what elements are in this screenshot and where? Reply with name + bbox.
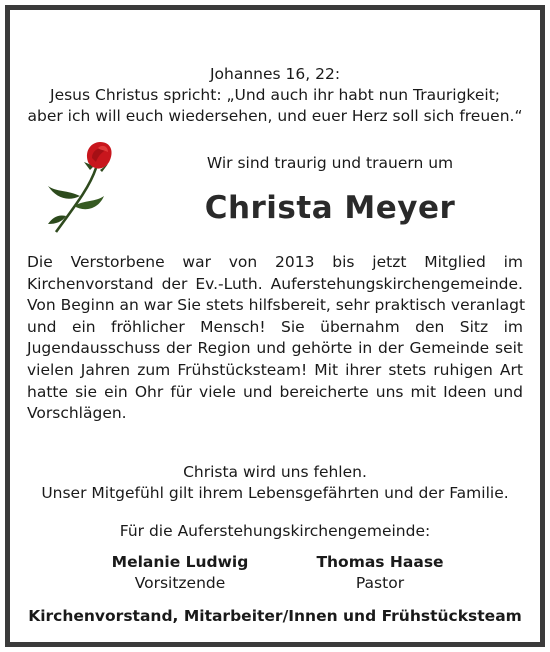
tribute-line: Die Verstorbene war von 2013 bis jetzt Mitglied im: [27, 253, 523, 271]
signatory-pastor: [280, 552, 480, 594]
deceased-name: Christa Meyer: [204, 190, 456, 226]
tribute-line: Kirchenvorstand der Ev.-Luth. Auferstehungskirchengemeinde.: [27, 274, 523, 293]
signatory-name: Thomas Haase: [316, 553, 444, 571]
closing-line-1: Christa wird uns fehlen.: [183, 463, 367, 481]
tribute-text: [27, 252, 526, 425]
verse-reference: Johannes 16, 22:: [209, 65, 341, 83]
tribute-line: Vorschlägen.: [27, 404, 127, 423]
tribute-line: und ein fröhlicher Mensch! Sie übernahm den Sitz im: [27, 317, 523, 336]
tribute-line: Von Beginn an war Sie stets hilfsbereit, sehr praktisch veranlagt: [27, 296, 526, 315]
verse-line-2: aber ich will euch wiedersehen, und euer Herz soll sich freuen.“: [27, 107, 523, 125]
signatory-name: Melanie Ludwig: [111, 553, 249, 571]
closing-line-2: Unser Mitgefühl gilt ihrem Lebensgefährten und der Familie.: [41, 484, 509, 502]
mourning-line: Wir sind traurig und trauern um: [206, 154, 454, 172]
signatory-role: Pastor: [355, 574, 405, 592]
signatory-role: Vorsitzende: [134, 574, 226, 592]
tribute-line: vielen Jahren zum Frühstücksteam! Mit ihrer stets ruhigen Art: [27, 360, 523, 379]
tribute-line: Jugendausschuss der Region und gehörte in der Gemeinde seit: [27, 339, 523, 358]
bible-verse: [20, 64, 530, 127]
footer-signature: Kirchenvorstand, Mitarbeiter/Innen und Frühstücksteam: [28, 607, 522, 625]
red-rose-icon: [44, 140, 114, 236]
tribute-line: hatte sie ein Ohr für viele und bereicherte uns mit Ideen und: [27, 382, 523, 401]
obituary-frame: [5, 5, 545, 647]
verse-line-1: Jesus Christus spricht: „Und auch ihr habt nun Traurigkeit;: [50, 86, 500, 104]
closing-text: [20, 462, 530, 504]
signatory-chair: [80, 552, 280, 594]
congregation-line: Für die Auferstehungskirchengemeinde:: [119, 522, 431, 540]
